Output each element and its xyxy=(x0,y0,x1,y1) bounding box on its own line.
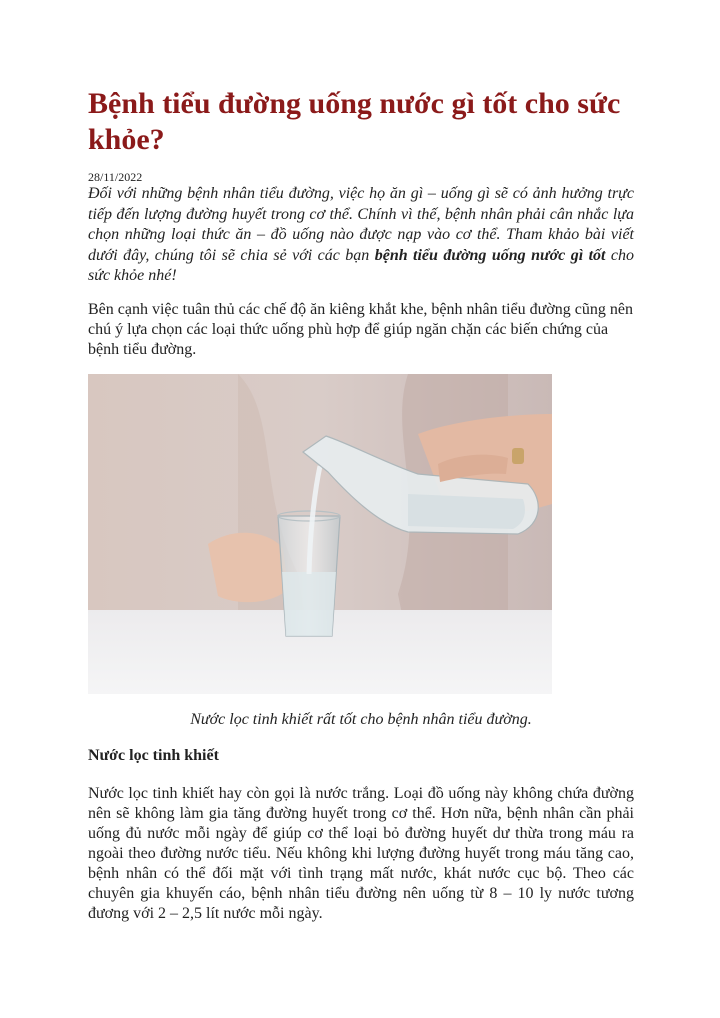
intro-text-after: cho sức khỏe nhé! xyxy=(88,246,634,284)
article-intro xyxy=(88,184,634,287)
paragraph-1: Bên cạnh việc tuân thủ các chế độ ăn kiêng khắt khe, bệnh nhân tiểu đường cũng nên chú ý lựa chọn các loại thức uống phù hợp để giúp ngăn chặn các biến chứng của bệnh tiểu đường. xyxy=(88,301,633,358)
section-heading: Nước lọc tinh khiết xyxy=(88,747,219,764)
article-title: Bệnh tiểu đường uống nước gì tốt cho sức khỏe? xyxy=(88,87,621,156)
article-date: 28/11/2022 xyxy=(88,170,143,184)
article-image xyxy=(88,374,552,694)
water-pouring-illustration xyxy=(88,374,552,694)
intro-keyword: bệnh tiểu đường uống nước gì tốt xyxy=(374,246,606,264)
paragraph-2: Nước lọc tinh khiết hay còn gọi là nước trắng. Loại đồ uống này không chứa đường nên sẽ không làm gia tăng đường huyết trong cơ thể. Hơn nữa, bệnh nhân cần phải uống đủ nước mỗi ngày để giúp cơ thể loại bỏ đường huyết dư thừa trong máu ra ngoài theo đường nước tiểu. Nếu không khi lượng đường huyết trong máu tăng cao, bệnh nhân có thể đối mặt với tình trạng mất nước, khát nước cục bộ. Theo các chuyên gia khuyến cáo, bệnh nhân tiểu đường nên uống từ 8 – 10 ly nước tương đương với 2 – 2,5 lít nước mỗi ngày. xyxy=(88,785,634,922)
image-caption: Nước lọc tinh khiết rất tốt cho bệnh nhân tiểu đường. xyxy=(190,711,532,728)
intro-text-before: Đối với những bệnh nhân tiểu đường, việc họ ăn gì – uống gì sẽ có ảnh hưởng trực tiếp đến lượng đường huyết trong cơ thể. Chính vì thế, bệnh nhân phải cân nhắc lựa chọn những loại thức ăn – đồ uống nào được nạp vào cơ thể. Tham khảo bài viết dưới đây, chúng tôi sẽ chia sẻ với các bạn xyxy=(88,185,634,264)
